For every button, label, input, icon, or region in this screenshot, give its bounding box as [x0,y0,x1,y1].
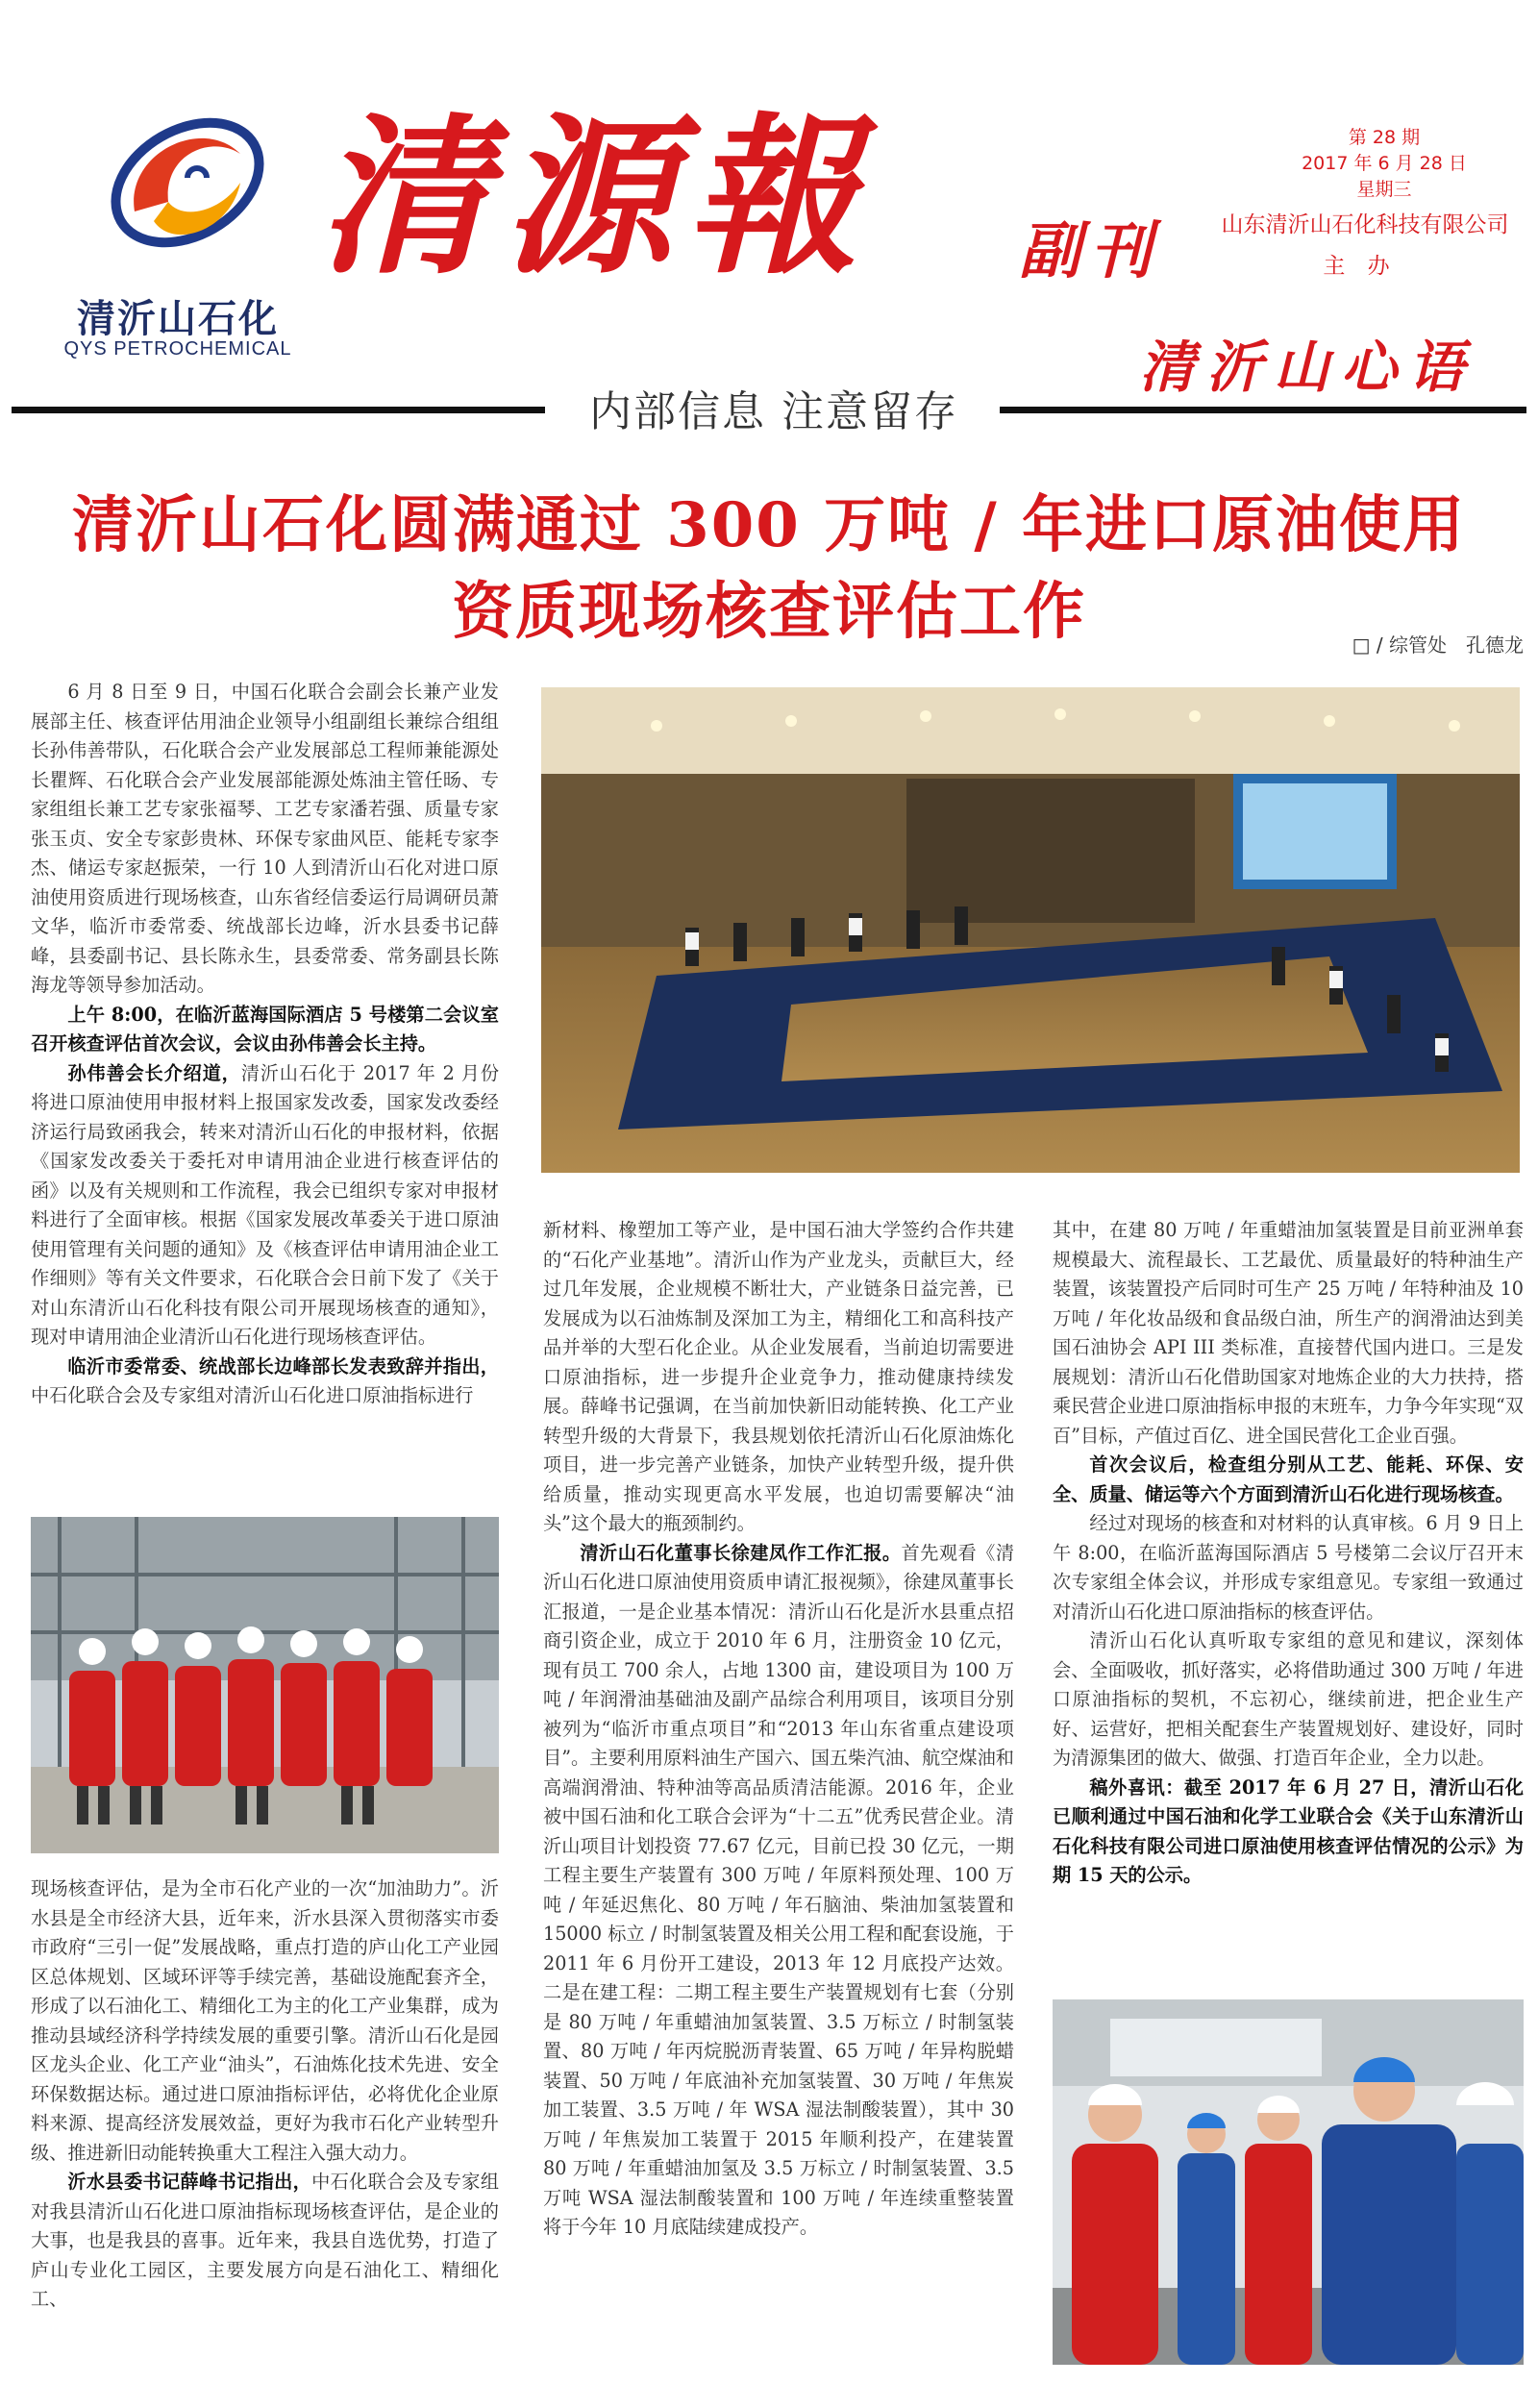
sponsor-name: 山东清沂山石化科技有限公司 [1221,212,1509,237]
article-paragraph: 稿外喜讯：截至 2017 年 6 月 27 日，清沂山石化已顺利通过中国石油和化学工业联合会《关于山东清沂山石化科技有限公司进口原油使用核查评估情况的公示》为期 15 天的公示。 [1053,1775,1524,1886]
article-headline-line1: 清沂山石化圆满通过 300 万吨 / 年进口原油使用 [71,489,1467,561]
article-paragraph: 其中，在建 80 万吨 / 年重蜡油加氢装置是目前亚洲单套规模最大、流程最长、工艺最优、质量最好的特种油生产装置，该装置投产后同时可生产 25 万吨 / 年特种油及 10 万吨 / 年化妆品级和食品级白油，所生产的润滑油达到美国石油协会 API III 类标准，直接替代国内进口。三是发展规划：清沂山石化借助国家对地炼企业的大力扶持，搭乘民营企业进口原油指标申报的末班车，力争今年实现“双百”目标，产值过百亿、进全国民营化工企业百强。 [1053,1219,1524,1447]
article-paragraph [31,1059,499,1353]
paragraph-body: 中石化联合会及专家组对清沂山石化进口原油指标进行 [31,1384,474,1406]
newspaper-subtitle: 副刊 [1019,215,1161,287]
column-name: 清沂山心语 [1139,335,1476,400]
article-paragraph: 首次会议后，检查组分别从工艺、能耗、环保、安全、质量、储运等六个方面到清沂山石化进行现场核查。 [1053,1453,1524,1505]
article-paragraph: 清沂山石化认真听取专家组的意见和建议，深刻体会、全面吸收，抓好落实，必将借助通过 300 万吨 / 年进口原油指标的契机，不忘初心，继续前进，把企业生产好、运营好，把相关配套生产装置规划好、建设好，同时为清源集团的做大、做强、打造百年企业，全力以赴。 [1053,1629,1524,1769]
article-column-3 [1053,1216,1524,1886]
article-paragraph: 上午 8:00，在临沂蓝海国际酒店 5 号楼第二会议室召开核查评估首次会议，会议由孙伟善会长主持。 [31,1003,499,1055]
masthead-rule-left [12,407,545,413]
paragraph-lead: 孙伟善会长介绍道， [67,1061,241,1084]
article-paragraph: 经过对现场的核查和对材料的认真审核。6 月 9 日上午 8:00，在临沂蓝海国际酒店 5 号楼第二会议厅召开末次专家组全体会议，并形成专家组意见。专家组一致通过对清沂山石化进口原油指标的核查评估。 [1053,1512,1524,1623]
internal-notice: 内部信息 注意留存 [589,387,958,436]
issue-number: 第 28 期 [1348,127,1421,148]
article-column-1-bottom [31,1874,499,2384]
issue-date: 2017 年 6 月 28 日 [1302,153,1467,174]
company-logo-name: 清沂山石化 [77,297,279,341]
article-paragraph: 现场核查评估，是为全市石化产业的一次“加油助力”。沂水县是全市经济大县，近年来，沂水县深入贯彻落实市委市政府“三引一促”发展战略，重点打造的庐山化工产业园区总体规划、区域环评等手续完善，基础设施配套齐全，形成了以石油化工、精细化工为主的化工产业集群，成为推动县域经济科学持续发展的重要引擎。清沂山石化是园区龙头企业、化工产业“油头”，石油炼化技术先进、安全环保数据达标。通过进口原油指标评估，必将优化企业原料来源、提高经济发展效益，更好为我市石化产业转型升级、推进新旧动能转换重大工程注入强大动力。 [31,1877,499,2164]
article-paragraph: 新材料、橡塑加工等产业，是中国石油大学签约合作共建的“石化产业基地”。清沂山作为产业龙头，贡献巨大，经过几年发展，企业规模不断壮大，产业链条日益完善，已发展成为以石油炼制及深加工为主，精细化工和高科技产品并举的大型石化企业。从企业发展看，当前迫切需要进口原油指标，进一步提升企业竞争力，推动健康持续发展。薛峰书记强调，在当前加快新旧动能转换、化工产业转型升级的大背景下，我县规划依托清沂山石化原油炼化项目，进一步完善产业链条，加快产业转型升级，提升供给质量，推动实现更高水平发展，也迫切需要解决“油头”这个最大的瓶颈制约。 [543,1219,1014,1534]
issue-weekday: 星期三 [1356,179,1412,200]
newspaper-title: 清源報 [317,96,871,297]
article-headline-line2: 资质现场核查评估工作 [452,576,1086,648]
workers-photo [1053,1999,1524,2365]
article-byline: □ / 综管处 孔德龙 [1352,633,1524,657]
paragraph-body: 中石化联合会及专家组对我县清沂山石化进口原油指标现场核查评估，是企业的大事，也是我县的喜事。近年来，我县自选优势，打造了庐山专业化工园区，主要发展方向是石油化工、精细化工、 [31,2171,500,2310]
sponsor-role: 主 办 [1323,254,1398,279]
meeting-room-photo [541,687,1520,1173]
company-logo-icon [96,96,269,269]
paragraph-lead: 清沂山石化董事长徐建凤作工作汇报。 [580,1541,902,1564]
paragraph-body: 清沂山石化于 2017 年 2 月份将进口原油使用申报材料上报国家发改委，国家发改委经济运行局致函我会，转来对清沂山石化的申报材料，依据《国家发改委关于委托对申请用油企业进行核查评估的函》以及有关规则和工作流程，我会已组织专家对申报材料进行了全面审核。根据《国家发展改革委关于进口原油使用管理有关问题的通知》及《核查评估申请用油企业工作细则》等有关文件要求，石化联合会日前下发了《关于对山东清沂山石化科技有限公司开展现场核查的通知》，现对申请用油企业清沂山石化进行现场核查评估。 [31,1061,500,1348]
masthead-rule-right [1000,407,1526,413]
paragraph-body: 首先观看《清沂山石化进口原油使用资质申请汇报视频》，徐建凤董事长汇报道，一是企业基本情况：清沂山石化是沂水县重点招商引资企业，成立于 2010 年 6 月，注册资金 10 亿元，现有员工 700 余人，占地 1300 亩，建设项目为 100 万吨 / 年润滑油基础油及副产品综合利用项目，该项目分别被列为“临沂市重点项目”和“2013 年山东省重点建设项目”。主要利用原料油生产国六、国五柴汽油、航空煤油和高端润滑油、特种油等高品质清洁能源。2016 年，企业被中国石油和化工联合会评为“十二五”优秀民营企业。清沂山项目计划投资 77.67 亿元，目前已投 30 亿元，一期工程主要生产装置有 300 万吨 / 年原料预处理、100 万吨 / 年延迟焦化、80 万吨 / 年石脑油、柴油加氢装置和 15000 标立 / 时制氢装置及相关公用工程和配套设施，于 2011 年 6 月份开工建设，2013 年 12 月底投产达效。二是在建工程：二期工程主要生产装置规划有七套（分别是 80 万吨 / 年重蜡油加氢装置、3.5 万标立 / 时制氢装置、80 万吨 / 年丙烷脱沥青装置、65 万吨 / 年异构脱蜡装置、50 万吨 / 年底油补充加氢装置、30 万吨 / 年焦炭加工装置、3.5 万吨 / 年 WSA 湿法制酸装置），其中 30 万吨 / 年焦炭加工装置于 2015 年顺利投产，在建装置 80 万吨 / 年重蜡油加氢及 3.5 万标立 / 时制氢装置、3.5 万吨 WSA 湿法制酸装置和 100 万吨 / 年连续重整装置将于今年 10 月底陆续建成投产。 [543,1541,1015,2238]
article-column-1-top [31,678,499,1687]
paragraph-lead: 临沂市委常委、统战部长边峰部长发表致辞并指出， [67,1354,499,1378]
article-column-2 [543,1216,1014,2384]
company-logo-en: QYS PETROCHEMICAL [63,338,292,360]
article-paragraph [31,1353,499,1411]
article-paragraph: 6 月 8 日至 9 日，中国石化联合会副会长兼产业发展部主任、核查评估用油企业领导小组副组长兼综合组组长孙伟善带队，石化联合会产业发展部总工程师兼能源处长瞿辉、石化联合会产业发展部能源处炼油主管任旸、专家组组长兼工艺专家张福琴、工艺专家潘若强、质量专家张玉贞、安全专家彭贵林、环保专家曲风臣、能耗专家李杰、储运专家赵振荣，一行 10 人到清沂山石化对进口原油使用资质进行现场核查，山东省经信委运行局调研员萧文华，临沂市委常委、统战部长边峰，沂水县委书记薛峰，县委副书记、县长陈永生，县委常委、常务副县长陈海龙等领导参加活动。 [31,681,499,996]
article-paragraph [31,2168,499,2315]
paragraph-lead: 沂水县委书记薛峰书记指出， [67,2171,312,2193]
article-paragraph [543,1539,1014,2243]
